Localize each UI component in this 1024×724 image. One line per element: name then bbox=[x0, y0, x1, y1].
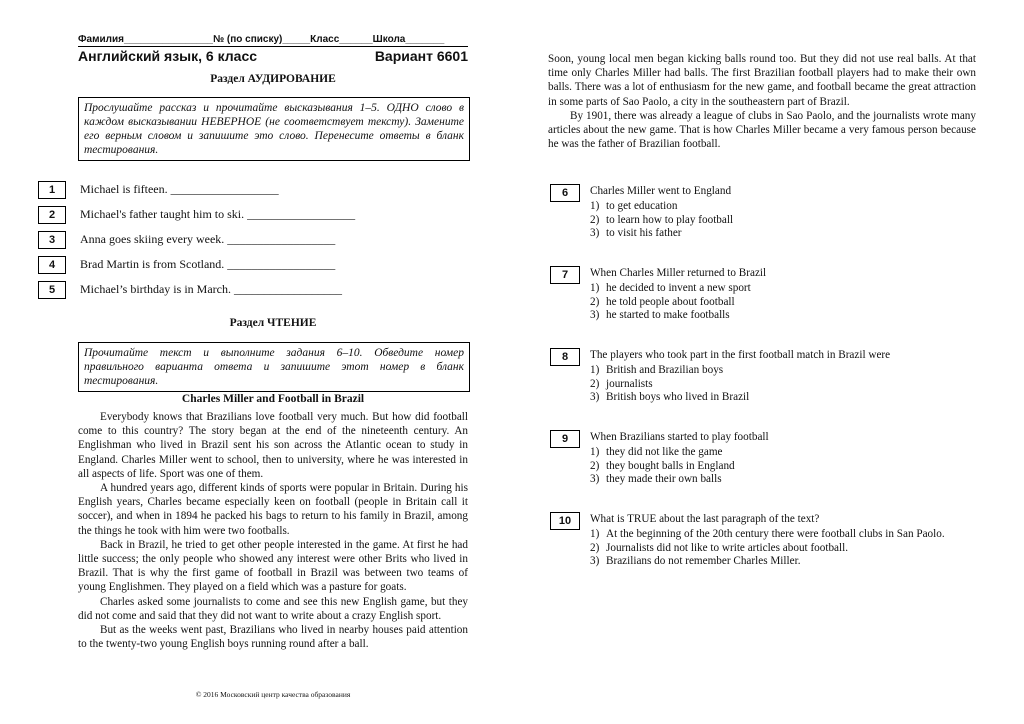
paragraph: Back in Brazil, he tried to get other people interested in the game. At first he had little success; the only people who showed any interest were other Brits who lived in Brazil. That is why the first game of football in Brazil was between two teams of young Englishmen. They played on a field which was a pasture for goats. bbox=[78, 538, 468, 594]
paragraph: Soon, young local men began kicking balls round too. But they did not use real balls. At that time only Charles Miller had balls. The first Brazilian football players had to make their own balls. There was a lot of enthusiasm for the new game, and football became the great attraction in some parts of Sao Paolo, a city in the southeastern part of Brazil. bbox=[548, 53, 976, 108]
item-text: Michael is fifteen. __________________ bbox=[80, 182, 279, 196]
question-stem: Charles Miller went to England bbox=[590, 185, 732, 197]
question-number: 9 bbox=[550, 430, 580, 448]
item-number: 1 bbox=[38, 181, 66, 199]
paragraph: By 1901, there was already a league of clubs in Sao Paolo, and the journalists wrote many articles about the new game. That is how Charles Miller became a very famous person because he was the father of Brazilian football. bbox=[548, 109, 976, 151]
answer-option[interactable]: 3) he started to make footballs bbox=[590, 309, 730, 321]
variant-label: Вариант 6601 bbox=[374, 48, 468, 64]
paragraph: A hundred years ago, different kinds of sports were popular in Britain. During his English years, Charles became especially keen on football (people in Britain call it soccer), and when in 1894 he packed his bags to return to his family in Brazil, among the things he took with him were two footballs. bbox=[78, 482, 468, 537]
question-stem: What is TRUE about the last paragraph of the text? bbox=[590, 513, 820, 525]
answer-option[interactable]: 1) they did not like the game bbox=[590, 446, 723, 458]
item-text: Michael’s birthday is in March. __________________ bbox=[80, 282, 342, 296]
item-number: 2 bbox=[38, 206, 66, 224]
paragraph: Everybody knows that Brazilians love football very much. But how did football come to this country? The story began at the end of the nineteenth century. An Englishman who lived in Brazil sent his son across the Atlantic ocean to study in England. Charles Miller went to school, then to university, where he was interested in all aspects of life. Sport was one of them. bbox=[78, 411, 468, 480]
answer-option[interactable]: 2) they bought balls in England bbox=[590, 459, 735, 472]
listening-item bbox=[48, 206, 468, 226]
question-number: 8 bbox=[550, 348, 580, 366]
test-header bbox=[78, 48, 468, 64]
answer-option[interactable]: 3) they made their own balls bbox=[590, 473, 722, 485]
student-info-line: Фамилия________________№ (по списку)_____Класс______Школа_______ bbox=[78, 34, 468, 47]
listening-section-title: Раздел АУДИРОВАНИЕ bbox=[210, 73, 336, 85]
question-stem: When Brazilians started to play football bbox=[590, 431, 769, 443]
reading-text-continuation bbox=[548, 52, 976, 151]
answer-options bbox=[590, 200, 975, 241]
answer-option[interactable]: 2) Journalists did not like to write articles about football. bbox=[590, 541, 849, 554]
item-number: 3 bbox=[38, 231, 66, 249]
item-text: Brad Martin is from Scotland. __________________ bbox=[80, 257, 336, 271]
answer-option[interactable]: 3) British boys who lived in Brazil bbox=[590, 391, 750, 403]
listening-item bbox=[48, 231, 468, 251]
question-number: 6 bbox=[550, 184, 580, 202]
item-number: 5 bbox=[38, 281, 66, 299]
item-text: Michael's father taught him to ski. __________________ bbox=[80, 207, 356, 221]
listening-item bbox=[48, 256, 468, 276]
reading-section-title: Раздел ЧТЕНИЕ bbox=[229, 317, 317, 329]
answer-options bbox=[590, 282, 975, 323]
reading-text bbox=[78, 410, 468, 651]
answer-option[interactable]: 1) to get education bbox=[590, 200, 678, 212]
answer-option[interactable]: 2) he told people about football bbox=[590, 295, 735, 308]
answer-options bbox=[590, 364, 975, 405]
item-number: 4 bbox=[38, 256, 66, 274]
paragraph: But as the weeks went past, Brazilians who lived in nearby houses paid attention to the twenty-two young English boys running round after a ball. bbox=[78, 624, 468, 651]
answer-option[interactable]: 3) Brazilians do not remember Charles Miller. bbox=[590, 555, 801, 567]
answer-option[interactable]: 3) to visit his father bbox=[590, 227, 682, 239]
item-text: Anna goes skiing every week. __________________ bbox=[80, 232, 336, 246]
subject-title: Английский язык, 6 класс bbox=[78, 48, 258, 64]
answer-option[interactable]: 1) At the beginning of the 20th century there were football clubs in San Paolo. bbox=[590, 528, 945, 540]
reading-instructions: Прочитайте текст и выполните задания 6–10. Обведите номер правильного варианта ответа и запишите этот номер в бланк тестирования. bbox=[78, 342, 470, 392]
question-number: 7 bbox=[550, 266, 580, 284]
copyright-footer: © 2016 Московский центр качества образования bbox=[195, 690, 351, 699]
answer-options bbox=[590, 446, 975, 487]
question-number: 10 bbox=[550, 512, 580, 530]
answer-option[interactable]: 2) to learn how to play football bbox=[590, 213, 734, 226]
listening-instructions: Прослушайте рассказ и прочитайте высказывания 1–5. ОДНО слово в каждом высказывании НЕВЕРНОЕ (не соответствует тексту). Замените его верным словом и запишите это слово. Перенесите ответы в бланк тестирования. bbox=[78, 97, 470, 161]
reading-text-title: Charles Miller and Football in Brazil bbox=[181, 393, 365, 405]
question-stem: The players who took part in the first football match in Brazil were bbox=[590, 349, 891, 361]
listening-item bbox=[48, 181, 468, 201]
answer-option[interactable]: 1) he decided to invent a new sport bbox=[590, 282, 751, 294]
question-stem: When Charles Miller returned to Brazil bbox=[590, 267, 767, 279]
listening-item bbox=[48, 281, 468, 301]
paragraph: Charles asked some journalists to come and see this new English game, but they did not come and said that they did not want to write about a crazy English sport. bbox=[78, 595, 468, 622]
answer-option[interactable]: 2) journalists bbox=[590, 377, 653, 390]
answer-option[interactable]: 1) British and Brazilian boys bbox=[590, 364, 724, 376]
answer-options bbox=[590, 528, 975, 569]
